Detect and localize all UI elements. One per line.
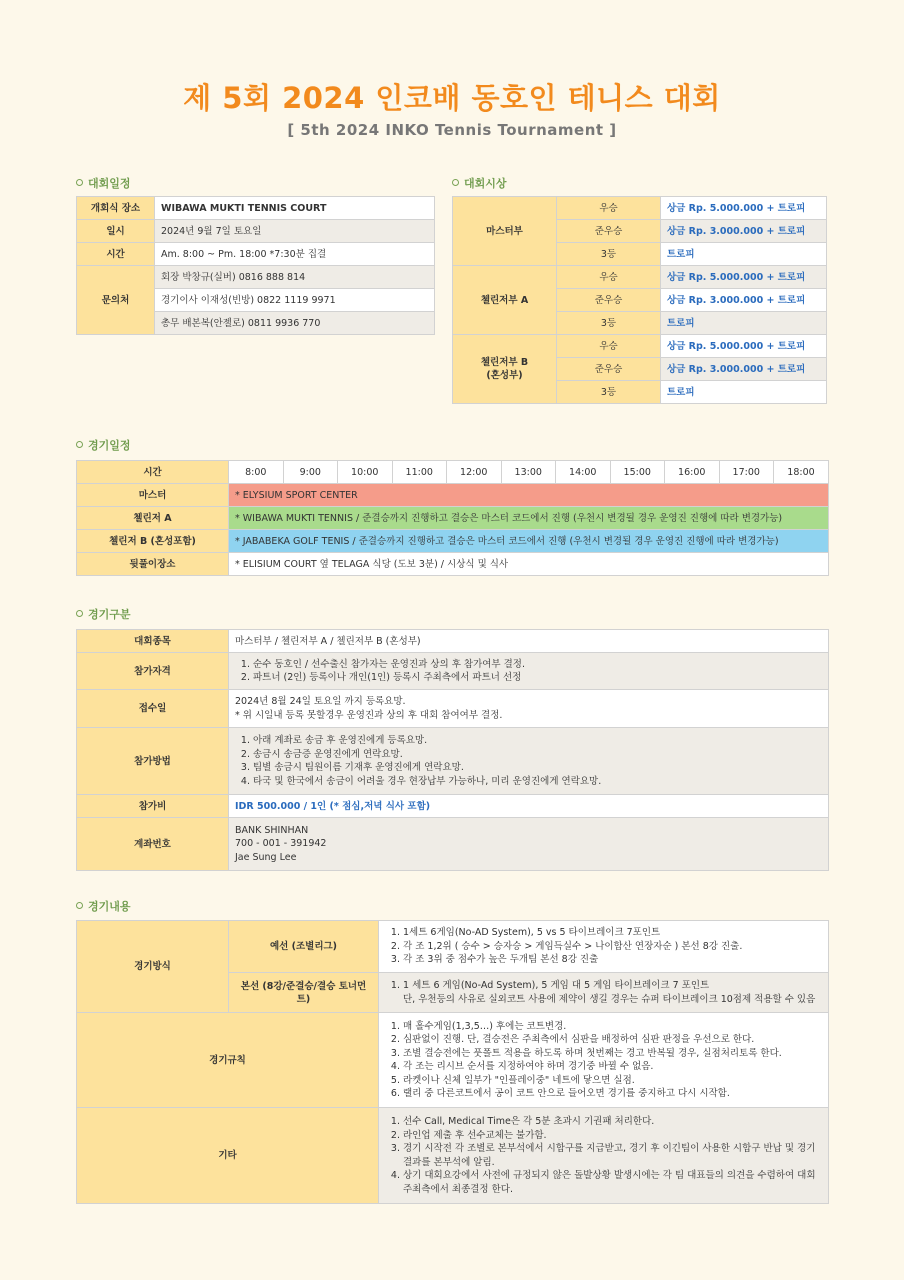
hour-cell: 17:00 bbox=[719, 461, 774, 484]
hour-cell: 15:00 bbox=[610, 461, 665, 484]
prize-value: 트로피 bbox=[661, 381, 827, 404]
method-label: 참가방법 bbox=[77, 728, 229, 795]
contact-label: 문의처 bbox=[77, 266, 155, 335]
content-table bbox=[76, 920, 829, 1204]
list-item: 4. 타국 및 한국에서 송금이 어려울 경우 현장납부 가능하나, 미리 운영진에게 연락요망. bbox=[253, 775, 822, 789]
hour-cell: 16:00 bbox=[665, 461, 720, 484]
list-item: 3. 경기 시작전 각 조별로 본부석에서 시합구를 지급받고, 경기 후 이긴팀이 사용한 시합구 반납 및 경기 결과를 본부석에 알림. bbox=[403, 1142, 822, 1169]
prize-value: 상금 Rp. 5.000.000 + 트로피 bbox=[661, 197, 827, 220]
time-value: Am. 8:00 ~ Pm. 18:00 *7:30분 집결 bbox=[155, 243, 435, 266]
prize-rank: 3등 bbox=[557, 381, 661, 404]
fee-value: IDR 500.000 / 1인 (* 점심,저녁 식사 포함) bbox=[229, 795, 829, 818]
timetable-row-label: 첼린저 A bbox=[77, 507, 229, 530]
hour-cell: 12:00 bbox=[447, 461, 502, 484]
list-item: 4. 각 조는 리시브 순서를 지정하여야 하며 경기중 바뀔 수 없음. bbox=[403, 1060, 822, 1074]
list-item: 2. 송금시 송금증 운영진에게 연락요망. bbox=[253, 748, 822, 762]
timetable-row-label: 마스터 bbox=[77, 484, 229, 507]
timetable-row-text: * JABABEKA GOLF TENIS / 준결승까지 진행하고 결승은 마스터 코드에서 진행 (우천시 변경될 경우 운영진 진행에 따라 변경가능) bbox=[229, 530, 829, 553]
timetable-row-label: 첼린저 B (혼성포함) bbox=[77, 530, 229, 553]
list-item: 1. 아래 계좌로 송금 후 운영진에게 등록요망. bbox=[253, 734, 822, 748]
section-title-division: 경기구분 bbox=[76, 606, 131, 622]
prize-group-challenger-b: 첼린저부 B (혼성부) bbox=[453, 335, 557, 404]
list-item: 3. 팀별 송금시 팀원이름 기재후 운영진에게 연락요망. bbox=[253, 761, 822, 775]
qualification-list bbox=[229, 653, 829, 690]
time-label: 시간 bbox=[77, 243, 155, 266]
list-item: 1. 선수 Call, Medical Time은 각 5분 초과시 기권패 처리한다. bbox=[403, 1115, 822, 1129]
list-item: 3. 각 조 3위 중 점수가 높은 두개팀 본선 8강 진출 bbox=[403, 953, 822, 967]
prize-group-master: 마스터부 bbox=[453, 197, 557, 266]
etc-list bbox=[379, 1108, 829, 1204]
list-item: 2. 라인업 제출 후 선수교체는 불가함. bbox=[403, 1129, 822, 1143]
event-label: 대회종목 bbox=[77, 630, 229, 653]
prize-rank: 3등 bbox=[557, 312, 661, 335]
hour-cell: 10:00 bbox=[338, 461, 393, 484]
contact-item: 회장 박창규(실버) 0816 888 814 bbox=[155, 266, 435, 289]
account-value: BANK SHINHAN 700 - 001 - 391942 Jae Sung Lee bbox=[229, 818, 829, 871]
hour-cell: 13:00 bbox=[501, 461, 556, 484]
prelim-list bbox=[379, 921, 829, 973]
list-item: 1. 순수 동호인 / 선수출신 참가자는 운영진과 상의 후 참가여부 결정. bbox=[253, 658, 822, 672]
prize-value: 트로피 bbox=[661, 243, 827, 266]
venue-label: 개회식 장소 bbox=[77, 197, 155, 220]
event-value: 마스터부 / 첼린저부 A / 첼린저부 B (혼성부) bbox=[229, 630, 829, 653]
prize-value: 상금 Rp. 3.000.000 + 트로피 bbox=[661, 358, 827, 381]
main-draw-list bbox=[379, 973, 829, 1013]
page-subtitle: [ 5th 2024 INKO Tennis Tournament ] bbox=[287, 121, 617, 139]
page-title: 제 5회 2024 인코배 동호인 테니스 대회 bbox=[183, 81, 721, 115]
account-label: 계좌번호 bbox=[77, 818, 229, 871]
timetable-time-label: 시간 bbox=[77, 461, 229, 484]
prize-value: 상금 Rp. 3.000.000 + 트로피 bbox=[661, 220, 827, 243]
list-item: 1. 매 홀수게임(1,3,5…) 후에는 코트변경. bbox=[403, 1020, 822, 1034]
bullet-icon bbox=[452, 179, 459, 186]
list-item: 2. 각 조 1,2위 ( 승수 > 승자승 > 게임득실수 > 나이합산 연장자순 ) 본선 8강 진출. bbox=[403, 940, 822, 954]
hour-cell: 8:00 bbox=[229, 461, 284, 484]
prize-rank: 우승 bbox=[557, 197, 661, 220]
list-item: 3. 조별 결승전에는 풋폴트 적용을 하도록 하며 첫번째는 경고 반복될 경우, 실점처리토록 한다. bbox=[403, 1047, 822, 1061]
prize-value: 상금 Rp. 5.000.000 + 트로피 bbox=[661, 266, 827, 289]
prize-rank: 우승 bbox=[557, 266, 661, 289]
prize-value: 상금 Rp. 5.000.000 + 트로피 bbox=[661, 335, 827, 358]
division-table bbox=[76, 629, 829, 871]
timetable bbox=[76, 460, 829, 576]
timetable-row-text: * WIBAWA MUKTI TENNIS / 준결승까지 진행하고 결승은 마스터 코드에서 진행 (우천시 변경될 경우 운영진 진행에 따라 변경가능) bbox=[229, 507, 829, 530]
prize-group-challenger-a: 첼린저부 A bbox=[453, 266, 557, 335]
qualification-label: 참가자격 bbox=[77, 653, 229, 690]
list-item: 1. 1세트 6게임(No-AD System), 5 vs 5 타이브레이크 7포인트 bbox=[403, 926, 822, 940]
prizes-table bbox=[452, 196, 827, 404]
date-value: 2024년 9월 7일 토요일 bbox=[155, 220, 435, 243]
hour-cell: 11:00 bbox=[392, 461, 447, 484]
bullet-icon bbox=[76, 902, 83, 909]
prize-value: 상금 Rp. 3.000.000 + 트로피 bbox=[661, 289, 827, 312]
prize-rank: 준우승 bbox=[557, 220, 661, 243]
fee-label: 참가비 bbox=[77, 795, 229, 818]
contact-item: 경기이사 이재성(빈방) 0822 1119 9971 bbox=[155, 289, 435, 312]
bullet-icon bbox=[76, 179, 83, 186]
prize-rank: 3등 bbox=[557, 243, 661, 266]
bullet-icon bbox=[76, 441, 83, 448]
prize-value: 트로피 bbox=[661, 312, 827, 335]
etc-label: 기타 bbox=[77, 1108, 379, 1204]
list-item: 5. 라켓이나 신체 일부가 "인플레이중" 네트에 닿으면 실점. bbox=[403, 1074, 822, 1088]
date-label: 일시 bbox=[77, 220, 155, 243]
contact-item: 총무 배본복(안젤로) 0811 9936 770 bbox=[155, 312, 435, 335]
hour-cell: 14:00 bbox=[556, 461, 611, 484]
main-draw-label: 본선 (8강/준결승/결승 토너먼트) bbox=[229, 973, 379, 1013]
deadline-label: 접수일 bbox=[77, 690, 229, 728]
schedule-table bbox=[76, 196, 435, 335]
list-item: 2. 심판없이 진행. 단, 결승전은 주최측에서 심판을 배정하여 심판 판정을 우선으로 한다. bbox=[403, 1033, 822, 1047]
section-title-content: 경기내용 bbox=[76, 898, 131, 914]
timetable-row-text: * ELISIUM COURT 옆 TELAGA 식당 (도보 3분) / 시상식 및 식사 bbox=[229, 553, 829, 576]
section-title-prizes: 대회시상 bbox=[452, 175, 507, 191]
prize-rank: 준우승 bbox=[557, 289, 661, 312]
list-item: 6. 랠리 중 다른코트에서 공이 코트 안으로 들어오면 경기를 중지하고 다시 시작함. bbox=[403, 1087, 822, 1101]
rules-list bbox=[379, 1013, 829, 1108]
hour-cell: 18:00 bbox=[774, 461, 829, 484]
venue-value: WIBAWA MUKTI TENNIS COURT bbox=[155, 197, 435, 220]
rules-label: 경기규칙 bbox=[77, 1013, 379, 1108]
prize-rank: 준우승 bbox=[557, 358, 661, 381]
timetable-row-text: * ELYSIUM SPORT CENTER bbox=[229, 484, 829, 507]
method-list bbox=[229, 728, 829, 795]
prize-rank: 우승 bbox=[557, 335, 661, 358]
timetable-row-label: 뒷풀이장소 bbox=[77, 553, 229, 576]
match-method-label: 경기방식 bbox=[77, 921, 229, 1013]
list-item: 1. 1 세트 6 게임(No-Ad System), 5 게임 대 5 게임 타이브레이크 7 포인트 단, 우천등의 사유로 실외코트 사용에 제약이 생길 경우는 슈퍼 타이브레이크 10점제 적용할 수 있음 bbox=[403, 979, 822, 1006]
deadline-value: 2024년 8월 24일 토요일 까지 등록요망. * 위 시일내 등록 못할경우 운영진과 상의 후 대회 참여여부 결정. bbox=[229, 690, 829, 728]
prelim-label: 예선 (조별리그) bbox=[229, 921, 379, 973]
list-item: 2. 파트너 (2인) 등록이나 개인(1인) 등록시 주최측에서 파트너 선정 bbox=[253, 671, 822, 685]
list-item: 4. 상기 대회요강에서 사전에 규정되지 않은 돌발상황 발생시에는 각 팀 대표들의 의견을 수렴하여 대회 주최측에서 최종결정 한다. bbox=[403, 1169, 822, 1196]
bullet-icon bbox=[76, 610, 83, 617]
section-title-timetable: 경기일정 bbox=[76, 437, 131, 453]
hour-cell: 9:00 bbox=[283, 461, 338, 484]
section-title-schedule: 대회일정 bbox=[76, 175, 131, 191]
